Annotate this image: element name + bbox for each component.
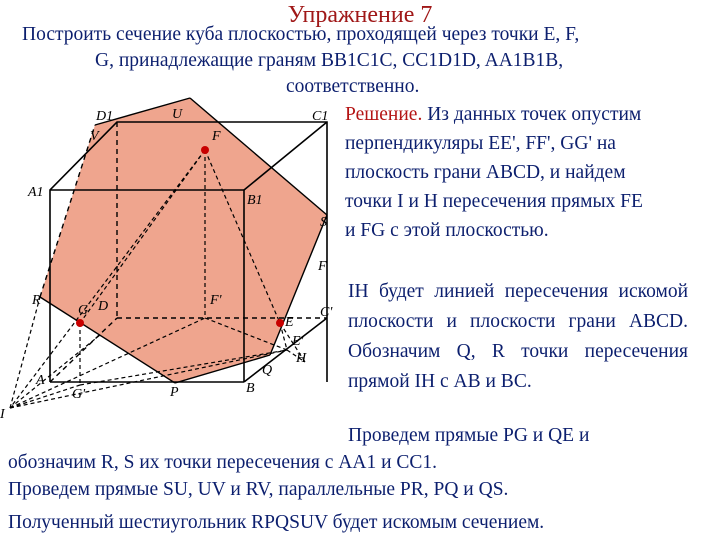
label-g: G [78,303,89,318]
label-f-prime: F' [210,293,222,308]
solution-line-r-s: обозначим R, S их точки пересечения с AA1 и CC1. [8,452,438,473]
solution-line-su: Проведем прямые SU, UV и RV, параллельные PR, PQ и QS. [8,479,509,500]
solution-text-1: Из данных точек опустим [422,104,642,125]
task-line-2: G, принадлежащие граням BB1C1C, CC1D1D, AA1B1B, [95,50,564,71]
solution-line-final: Полученный шестиугольник RPQSUV будет искомым сечением. [8,512,545,533]
label-q: Q [262,363,273,378]
label-d: D [98,299,109,314]
label-u: U [172,107,183,122]
solution-paragraph-2: IH будет линией пересечения искомой плоскости и плоскости грани ABCD. Обозначим Q, R точки пересечения прямой IH с AB и BC. [348,281,688,392]
solution-line-1 [345,104,641,126]
label-b1: B1 [247,193,263,208]
label-a1: A1 [28,185,44,200]
solution-line-4: точки I и H пересечения прямых FE [345,191,643,212]
label-h: H [296,351,307,366]
label-v: V [90,129,99,144]
label-b: B [246,381,255,396]
label-e-prime: E' [292,334,304,349]
label-c1: C1 [312,109,329,124]
label-i: I [0,407,5,422]
label-s: S [320,215,327,230]
solution-line-5: и FG с этой плоскостью. [345,220,549,241]
task-line-3: соответственно. [286,76,420,97]
page-title: Упражнение 7 [287,2,433,28]
point-f [201,146,209,154]
label-d1: D1 [96,109,114,124]
solution-label: Решение. [345,104,423,125]
label-f: F [212,129,221,144]
label-f-side: F [318,259,327,274]
task-line-1: Построить сечение куба плоскостью, проходящей через точки E, F, [22,24,580,45]
label-e: E [285,315,294,330]
point-g [76,319,84,327]
label-c-prime: C' [320,305,333,320]
label-p: P [170,385,179,400]
cube-figure [0,95,350,435]
label-r: R [32,293,41,308]
label-a: A [36,373,45,388]
label-g-prime: G' [72,387,86,402]
solution-line-3: плоскость грани ABCD, и найдем [345,162,626,183]
solution-line-2: перпендикуляры EE', FF', GG' на [345,133,616,154]
point-e [276,319,284,327]
solution-line-draw-pg: Проведем прямые PG и QE и [348,425,590,446]
